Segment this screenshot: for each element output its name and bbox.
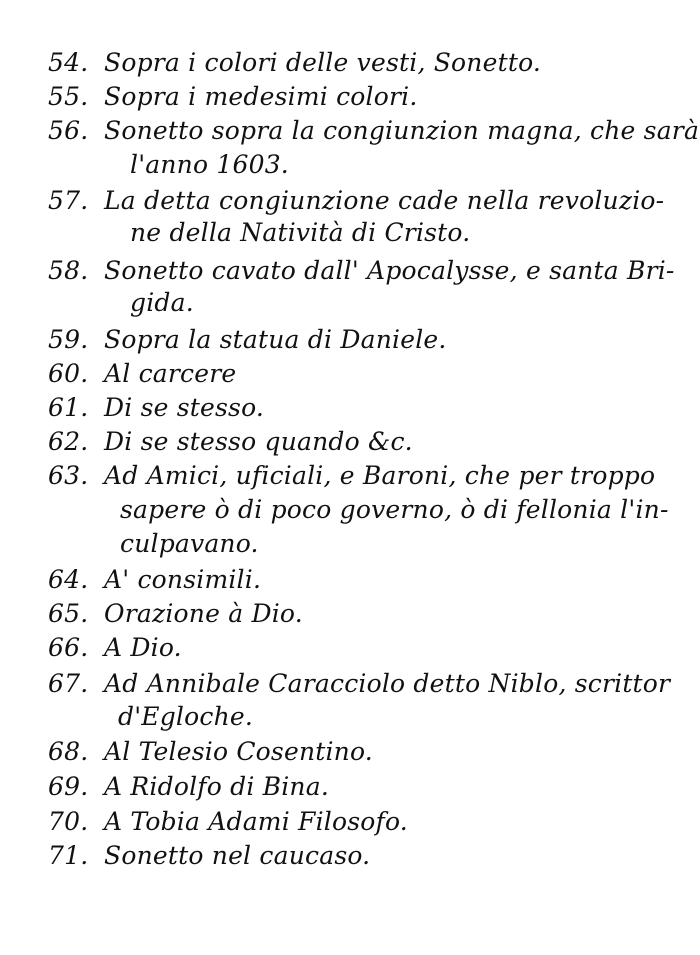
list-item: [48, 772, 329, 802]
entry-number: 57.: [48, 186, 89, 215]
entry-text: Ad Amici, uficiali, e Baroni, che per troppo: [104, 461, 656, 490]
entry-continuation: sapere ò di poco governo, ò di fellonia l'in-: [120, 495, 669, 524]
entry-text: A Dio.: [104, 633, 182, 662]
list-item: [48, 325, 447, 355]
list-item: [48, 393, 264, 423]
entry-text: Sonetto sopra la congiunzion magna, che sarà: [104, 116, 700, 145]
entry-text: Ad Annibale Caracciolo detto Niblo, scrittor: [104, 669, 671, 698]
entry-number: 64.: [48, 565, 89, 594]
list-item: [48, 82, 418, 112]
entry-text: Al Telesio Cosentino.: [104, 737, 373, 766]
entry-number: 60.: [48, 359, 89, 388]
list-item: [48, 599, 303, 629]
entry-continuation: gida.: [130, 288, 194, 317]
entry-text: Di se stesso quando &c.: [104, 427, 413, 456]
entry-number: 55.: [48, 82, 89, 111]
entry-text: A' consimili.: [104, 565, 262, 594]
entry-text: La detta congiunzione cade nella revoluzio-: [104, 186, 665, 215]
entry-number: 69.: [48, 772, 89, 801]
list-item: [48, 256, 675, 286]
entry-number: 56.: [48, 116, 89, 145]
entry-number: 67.: [48, 669, 89, 698]
entry-number: 54.: [48, 48, 89, 77]
entry-continuation: l'anno 1603.: [130, 150, 289, 179]
entry-text: A Tobia Adami Filosofo.: [104, 807, 408, 836]
entry-number: 70.: [48, 807, 89, 836]
entry-text: Sopra la statua di Daniele.: [104, 325, 447, 354]
list-item: [48, 737, 373, 767]
entry-text: Sonetto nel caucaso.: [104, 841, 371, 870]
list-item: [48, 565, 261, 595]
entry-number: 66.: [48, 633, 89, 662]
list-item: [48, 669, 670, 699]
entry-text: A Ridolfo di Bina.: [104, 772, 329, 801]
entry-number: 63.: [48, 461, 89, 490]
entry-continuation: culpavano.: [120, 529, 259, 558]
entry-number: 58.: [48, 256, 89, 285]
list-item: [48, 359, 236, 389]
entry-text: Di se stesso.: [104, 393, 265, 422]
list-item: [48, 48, 541, 78]
entry-number: 71.: [48, 841, 89, 870]
entry-text: Sonetto cavato dall' Apocalysse, e santa Bri-: [104, 256, 675, 285]
entry-number: 68.: [48, 737, 89, 766]
list-item: [48, 461, 655, 491]
entry-number: 65.: [48, 599, 89, 628]
entry-text: Al carcere: [104, 359, 237, 388]
list-item: [48, 841, 370, 871]
list-item: [48, 427, 413, 457]
entry-number: 61.: [48, 393, 89, 422]
entry-number: 59.: [48, 325, 89, 354]
list-item: [48, 633, 182, 663]
entry-text: Sopra i colori delle vesti, Sonetto.: [104, 48, 542, 77]
entry-continuation: ne della Natività di Cristo.: [130, 218, 471, 247]
entry-continuation: d'Egloche.: [118, 702, 254, 731]
entry-text: Sopra i medesimi colori.: [104, 82, 418, 111]
list-item: [48, 807, 408, 837]
list-item: [48, 116, 699, 146]
entry-number: 62.: [48, 427, 89, 456]
list-item: [48, 186, 664, 216]
entry-text: Orazione à Dio.: [104, 599, 303, 628]
